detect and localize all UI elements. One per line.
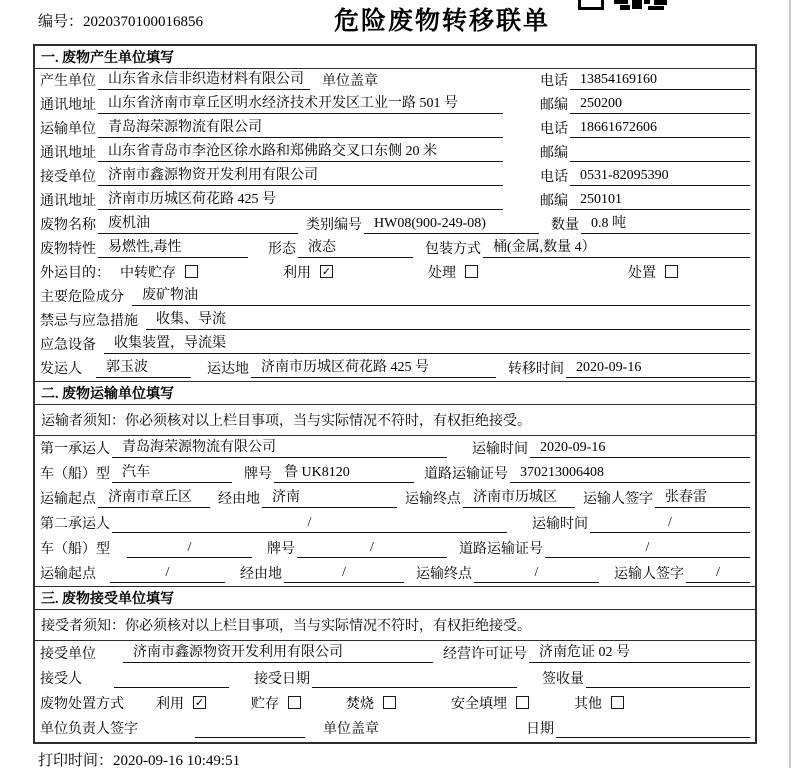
purpose-transit-storage-option-label: 中转贮存 <box>120 266 176 281</box>
form-row <box>35 117 755 141</box>
taboo-emergency-measures-label: 禁忌与应急措施 <box>40 314 138 329</box>
operating-permit-label: 经营许可证号 <box>443 647 527 662</box>
transport-date-value: 2020-09-16 <box>530 440 750 458</box>
purpose-dispose-option-label: 处置 <box>628 266 656 281</box>
destination-value: 济南市历城区荷花路 425 号 <box>251 356 496 378</box>
notice-text-s3: 接受者须知：你必须核对以上栏目事项，当与实际情况不符时，有权拒绝接受。 <box>35 610 755 641</box>
qr-finder-pattern <box>578 0 604 10</box>
carrier-sign-label: 运输人签字 <box>583 492 653 507</box>
transport-address-label: 通讯地址 <box>40 146 96 161</box>
second-via-value: / <box>284 565 404 583</box>
form-row <box>35 641 755 666</box>
road-permit-value: 370213006408 <box>510 465 750 483</box>
signed-quantity-label: 签收量 <box>542 672 584 687</box>
producer-postcode-label: 邮编 <box>540 98 568 113</box>
serial-number-label: 编号： <box>38 14 84 30</box>
taboo-emergency-measures-value: 收集、导流 <box>146 308 750 330</box>
disposal-storage-checkbox-unchecked <box>288 696 301 709</box>
form-row <box>35 436 755 461</box>
purpose-dispose-checkbox-unchecked <box>665 265 678 278</box>
second-origin-label: 运输起点 <box>40 567 96 582</box>
disposal-utilize-option <box>156 693 206 713</box>
operating-permit-value: 济南危证 02 号 <box>529 641 750 663</box>
form-row <box>35 666 755 691</box>
transfer-date-label: 转移时间 <box>508 362 564 377</box>
second-transport-date-label: 运输时间 <box>532 517 588 532</box>
carrier-sign-value: 张春雷 <box>655 486 750 508</box>
destination-label: 运达地 <box>207 362 249 377</box>
form-row <box>35 93 755 117</box>
disposal-method-label: 废物处置方式 <box>40 697 124 712</box>
receive-date-value <box>312 671 517 688</box>
second-carrier-sign-value: / <box>686 565 750 583</box>
second-carrier-sign-label: 运输人签字 <box>614 567 684 582</box>
disposal-utilize-checkbox-checked: ✓ <box>194 696 205 709</box>
serial-number-value: 2020370100016856 <box>83 14 204 30</box>
second-road-permit-value: / <box>545 540 750 558</box>
receiver-address-label: 通讯地址 <box>40 194 96 209</box>
producer-unit-value: 山东省永信非织造材料有限公司 <box>98 68 310 90</box>
purpose-treat-option-label: 处理 <box>428 266 456 281</box>
section-title-s2: 二. 废物运输单位填写 <box>35 382 755 405</box>
emergency-equipment-value: 收集装置，导流渠 <box>104 332 750 354</box>
page-title: 危险废物转移联单 <box>333 8 551 35</box>
disposal-incinerate-option <box>346 693 396 713</box>
transport-postcode-value <box>570 145 750 162</box>
form-section-s2 <box>35 381 755 586</box>
responsible-sign-value <box>195 721 305 738</box>
form-row <box>35 309 755 333</box>
vehicle-type-label: 车（船）型 <box>40 467 110 482</box>
receiver-unit-label: 接受单位 <box>40 170 96 185</box>
seal-date-value <box>556 721 750 738</box>
second-vehicle-type-label: 车（船）型 <box>40 542 110 557</box>
transport-date-label: 运输时间 <box>472 442 528 457</box>
producer-phone-label: 电话 <box>540 74 568 89</box>
manifest-form-table <box>33 44 757 744</box>
receive-unit-value: 济南市鑫源物资开发利用有限公司 <box>123 641 433 663</box>
origin-label: 运输起点 <box>40 492 96 507</box>
receiver-person-label: 接受人 <box>40 672 82 687</box>
second-transport-date-value: / <box>590 515 750 533</box>
second-terminal-label: 运输终点 <box>416 567 472 582</box>
producer-address-value: 山东省济南市章丘区明水经济技术开发区工业一路 501 号 <box>98 92 503 114</box>
purpose-transit-storage-checkbox-unchecked <box>185 265 198 278</box>
via-value: 济南 <box>262 486 397 508</box>
receiver-phone-value: 0531-82095390 <box>570 168 750 186</box>
consignor-value: 郭玉波 <box>96 356 191 378</box>
disposal-other-option <box>574 693 624 713</box>
form-row <box>35 333 755 357</box>
packing-method-value: 桶(金属,数量 4） <box>483 236 750 258</box>
unit-seal-text: 单位盖章 <box>322 74 378 89</box>
plate-number-value: 鲁 UK8120 <box>274 461 414 483</box>
signed-quantity-value <box>586 671 750 688</box>
transport-unit-label: 运输单位 <box>40 122 96 137</box>
terminal-value: 济南市历城区 <box>463 486 575 508</box>
form-row <box>35 716 755 741</box>
waste-property-label: 废物特性 <box>40 242 96 257</box>
disposal-other-checkbox-unchecked <box>611 696 624 709</box>
consignor-label: 发运人 <box>40 362 82 377</box>
producer-phone-value: 13854169160 <box>570 72 750 90</box>
receiver-person-value <box>114 671 229 688</box>
disposal-landfill-checkbox-unchecked <box>516 696 529 709</box>
purpose-utilize-option-label: 利用 <box>283 266 311 281</box>
receive-date-label: 接受日期 <box>254 672 310 687</box>
road-permit-label: 道路运输证号 <box>424 467 508 482</box>
first-carrier-label: 第一承运人 <box>40 442 110 457</box>
receiver-postcode-value: 250101 <box>570 192 750 210</box>
form-row <box>35 237 755 261</box>
quantity-label: 数量 <box>551 218 579 233</box>
purpose-treat-checkbox-unchecked <box>465 265 478 278</box>
second-plate-number-label: 牌号 <box>267 542 295 557</box>
transfer-purpose-label: 外运目的： <box>40 266 110 281</box>
scan-edge-line <box>789 0 791 768</box>
form-row <box>35 141 755 165</box>
disposal-utilize-option-label: 利用 <box>156 697 184 712</box>
transfer-date-value: 2020-09-16 <box>566 360 750 378</box>
form-row <box>35 213 755 237</box>
disposal-landfill-option-label: 安全填埋 <box>451 697 507 712</box>
form-section-s1 <box>35 46 755 381</box>
transport-unit-value: 青岛海荣源物流有限公司 <box>98 116 503 138</box>
form-row <box>35 261 755 285</box>
producer-postcode-value: 250200 <box>570 96 750 114</box>
receive-unit-label: 接受单位 <box>40 647 96 662</box>
print-time-value: 2020-09-16 10:49:51 <box>113 753 241 768</box>
via-label: 经由地 <box>218 492 260 507</box>
second-carrier-value: / <box>112 515 507 533</box>
origin-value: 济南市章丘区 <box>98 486 210 508</box>
form-row <box>35 486 755 511</box>
form-section-s3 <box>35 586 755 741</box>
terminal-label: 运输终点 <box>405 492 461 507</box>
packing-method-label: 包装方式 <box>425 242 481 257</box>
transport-address-value: 山东省青岛市李沧区徐水路和郑佛路交叉口东侧 20 米 <box>98 140 503 162</box>
waste-property-value: 易燃性,毒性 <box>98 236 248 258</box>
second-plate-number-value: / <box>297 540 447 558</box>
form-row <box>35 357 755 381</box>
form-row <box>35 691 755 716</box>
quantity-value: 0.8 吨 <box>581 212 750 234</box>
producer-address-label: 通讯地址 <box>40 98 96 113</box>
print-time-label: 打印时间： <box>38 753 114 768</box>
form-state-value: 液态 <box>298 236 413 258</box>
main-hazard-label: 主要危险成分 <box>40 290 124 305</box>
seal-date-label: 日期 <box>526 722 554 737</box>
form-row <box>35 536 755 561</box>
waste-name-label: 废物名称 <box>40 218 96 233</box>
disposal-other-option-label: 其他 <box>574 697 602 712</box>
form-row <box>35 561 755 586</box>
qr-code-fragment <box>578 0 670 10</box>
form-row <box>35 461 755 486</box>
purpose-utilize-checkbox-checked: ✓ <box>321 265 332 278</box>
vehicle-type-value: 汽车 <box>112 461 232 483</box>
second-origin-value: / <box>110 565 225 583</box>
waste-name-value: 废机油 <box>98 212 298 234</box>
first-carrier-value: 青岛海荣源物流有限公司 <box>112 436 447 458</box>
disposal-landfill-option <box>451 693 529 713</box>
transport-postcode-label: 邮编 <box>540 146 568 161</box>
receiver-phone-label: 电话 <box>540 170 568 185</box>
disposal-storage-option-label: 贮存 <box>251 697 279 712</box>
purpose-utilize-option <box>283 262 333 282</box>
disposal-storage-option <box>251 693 301 713</box>
purpose-treat-option <box>428 262 478 282</box>
receiver-postcode-label: 邮编 <box>540 194 568 209</box>
section-title-s1: 一. 废物产生单位填写 <box>35 46 755 69</box>
transport-phone-label: 电话 <box>540 122 568 137</box>
second-road-permit-label: 道路运输证号 <box>459 542 543 557</box>
main-hazard-value: 废矿物油 <box>132 284 750 306</box>
second-terminal-value: / <box>474 565 599 583</box>
receiver-unit-value: 济南市鑫源物资开发利用有限公司 <box>98 164 503 186</box>
second-via-label: 经由地 <box>240 567 282 582</box>
purpose-transit-storage-option <box>120 262 198 282</box>
purpose-dispose-option <box>628 262 678 282</box>
second-carrier-label: 第二承运人 <box>40 517 110 532</box>
form-state-label: 形态 <box>268 242 296 257</box>
unit-seal-receiver-text: 单位盖章 <box>323 722 379 737</box>
category-code-label: 类别编号 <box>306 218 362 233</box>
plate-number-label: 牌号 <box>244 467 272 482</box>
category-code-value: HW08(900-249-08) <box>364 216 539 234</box>
section-title-s3: 三. 废物接受单位填写 <box>35 587 755 610</box>
form-row <box>35 285 755 309</box>
form-row <box>35 189 755 213</box>
serial-number <box>38 10 203 31</box>
form-row <box>35 511 755 536</box>
transport-phone-value: 18661672606 <box>570 120 750 138</box>
notice-text-s2: 运输者须知：你必须核对以上栏目事项，当与实际情况不符时，有权拒绝接受。 <box>35 405 755 436</box>
responsible-sign-label: 单位负责人签字 <box>40 722 138 737</box>
print-time <box>38 749 240 768</box>
form-row <box>35 165 755 189</box>
second-vehicle-type-value: / <box>127 540 252 558</box>
emergency-equipment-label: 应急设备 <box>40 338 96 353</box>
receiver-address-value: 济南市历城区荷花路 425 号 <box>98 188 503 210</box>
disposal-incinerate-option-label: 焚烧 <box>346 697 374 712</box>
disposal-incinerate-checkbox-unchecked <box>383 696 396 709</box>
form-row <box>35 69 755 93</box>
producer-unit-label: 产生单位 <box>40 74 96 89</box>
